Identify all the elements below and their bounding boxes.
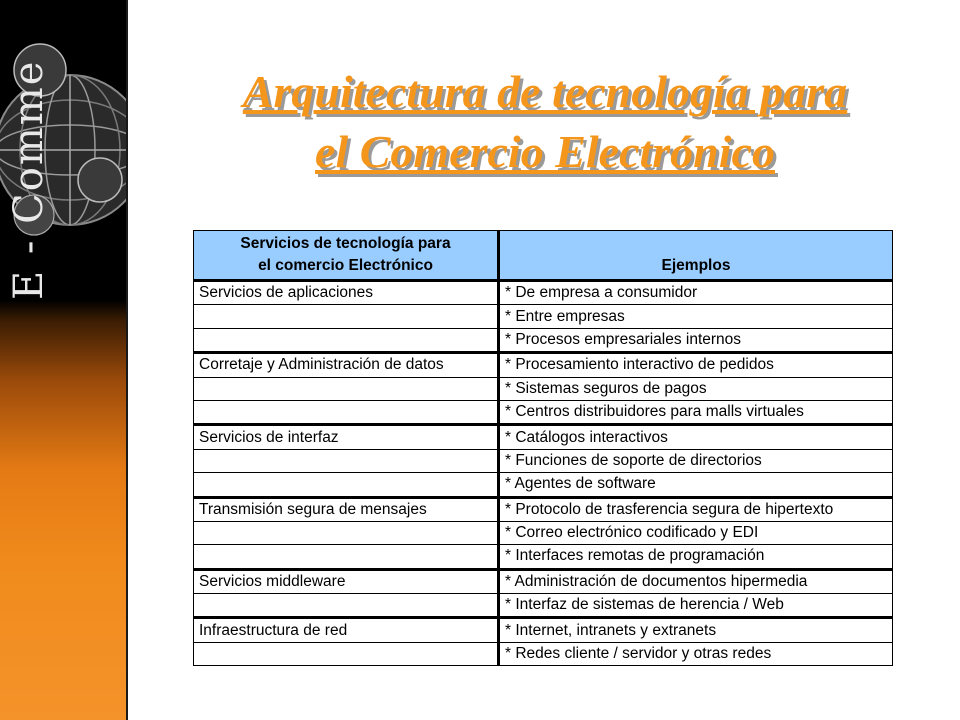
header-services-line-1: Servicios de tecnología para bbox=[240, 235, 451, 252]
example-cell: * Redes cliente / servidor y otras redes bbox=[499, 642, 893, 665]
example-cell: * Funciones de soporte de directorios bbox=[499, 449, 893, 472]
header-examples: Ejemplos bbox=[499, 231, 893, 281]
table-row bbox=[194, 473, 893, 497]
service-cell bbox=[194, 328, 499, 352]
example-cell: * Agentes de software bbox=[499, 473, 893, 497]
example-cell: * Procesos empresariales internos bbox=[499, 328, 893, 352]
example-cell: * Procesamiento interactivo de pedidos bbox=[499, 353, 893, 377]
example-cell: * Catálogos interactivos bbox=[499, 425, 893, 449]
table-row bbox=[194, 377, 893, 400]
example-cell: * Correo electrónico codificado y EDI bbox=[499, 521, 893, 544]
table-row bbox=[194, 449, 893, 472]
service-cell bbox=[194, 305, 499, 328]
table-row bbox=[194, 521, 893, 544]
table-row bbox=[194, 281, 893, 305]
example-cell: * Interfaces remotas de programación bbox=[499, 545, 893, 569]
page-title bbox=[140, 62, 950, 182]
title-line-2: el Comercio Electrónico bbox=[315, 126, 775, 177]
header-services-line-2: el comercio Electrónico bbox=[258, 257, 433, 274]
service-cell bbox=[194, 521, 499, 544]
service-cell bbox=[194, 473, 499, 497]
service-cell: Infraestructura de red bbox=[194, 618, 499, 642]
service-cell: Servicios middleware bbox=[194, 569, 499, 593]
table-header-row bbox=[194, 231, 893, 281]
title-line-1: Arquitectura de tecnología para bbox=[242, 66, 848, 117]
table-row bbox=[194, 642, 893, 665]
example-cell: * Sistemas seguros de pagos bbox=[499, 377, 893, 400]
brand-watermark: E - Comme bbox=[6, 59, 52, 300]
table-row bbox=[194, 305, 893, 328]
service-cell: Transmisión segura de mensajes bbox=[194, 497, 499, 521]
table-row bbox=[194, 328, 893, 352]
services-table bbox=[193, 230, 893, 666]
service-cell: Corretaje y Administración de datos bbox=[194, 353, 499, 377]
example-cell: * Entre empresas bbox=[499, 305, 893, 328]
header-services bbox=[194, 231, 499, 281]
example-cell: * De empresa a consumidor bbox=[499, 281, 893, 305]
service-cell bbox=[194, 594, 499, 618]
table-row bbox=[194, 497, 893, 521]
example-cell: * Centros distribuidores para malls virtuales bbox=[499, 400, 893, 424]
table-row bbox=[194, 353, 893, 377]
service-cell bbox=[194, 377, 499, 400]
service-cell bbox=[194, 642, 499, 665]
service-cell bbox=[194, 545, 499, 569]
service-cell bbox=[194, 400, 499, 424]
example-cell: * Interfaz de sistemas de herencia / Web bbox=[499, 594, 893, 618]
table-row bbox=[194, 594, 893, 618]
table-body bbox=[194, 281, 893, 666]
table-row bbox=[194, 400, 893, 424]
example-cell: * Internet, intranets y extranets bbox=[499, 618, 893, 642]
table-row bbox=[194, 569, 893, 593]
table-row bbox=[194, 618, 893, 642]
service-cell: Servicios de aplicaciones bbox=[194, 281, 499, 305]
table-row bbox=[194, 545, 893, 569]
example-cell: * Administración de documentos hipermedia bbox=[499, 569, 893, 593]
service-cell bbox=[194, 449, 499, 472]
example-cell: * Protocolo de trasferencia segura de hipertexto bbox=[499, 497, 893, 521]
service-cell: Servicios de interfaz bbox=[194, 425, 499, 449]
table-row bbox=[194, 425, 893, 449]
sidebar-divider bbox=[126, 0, 128, 720]
